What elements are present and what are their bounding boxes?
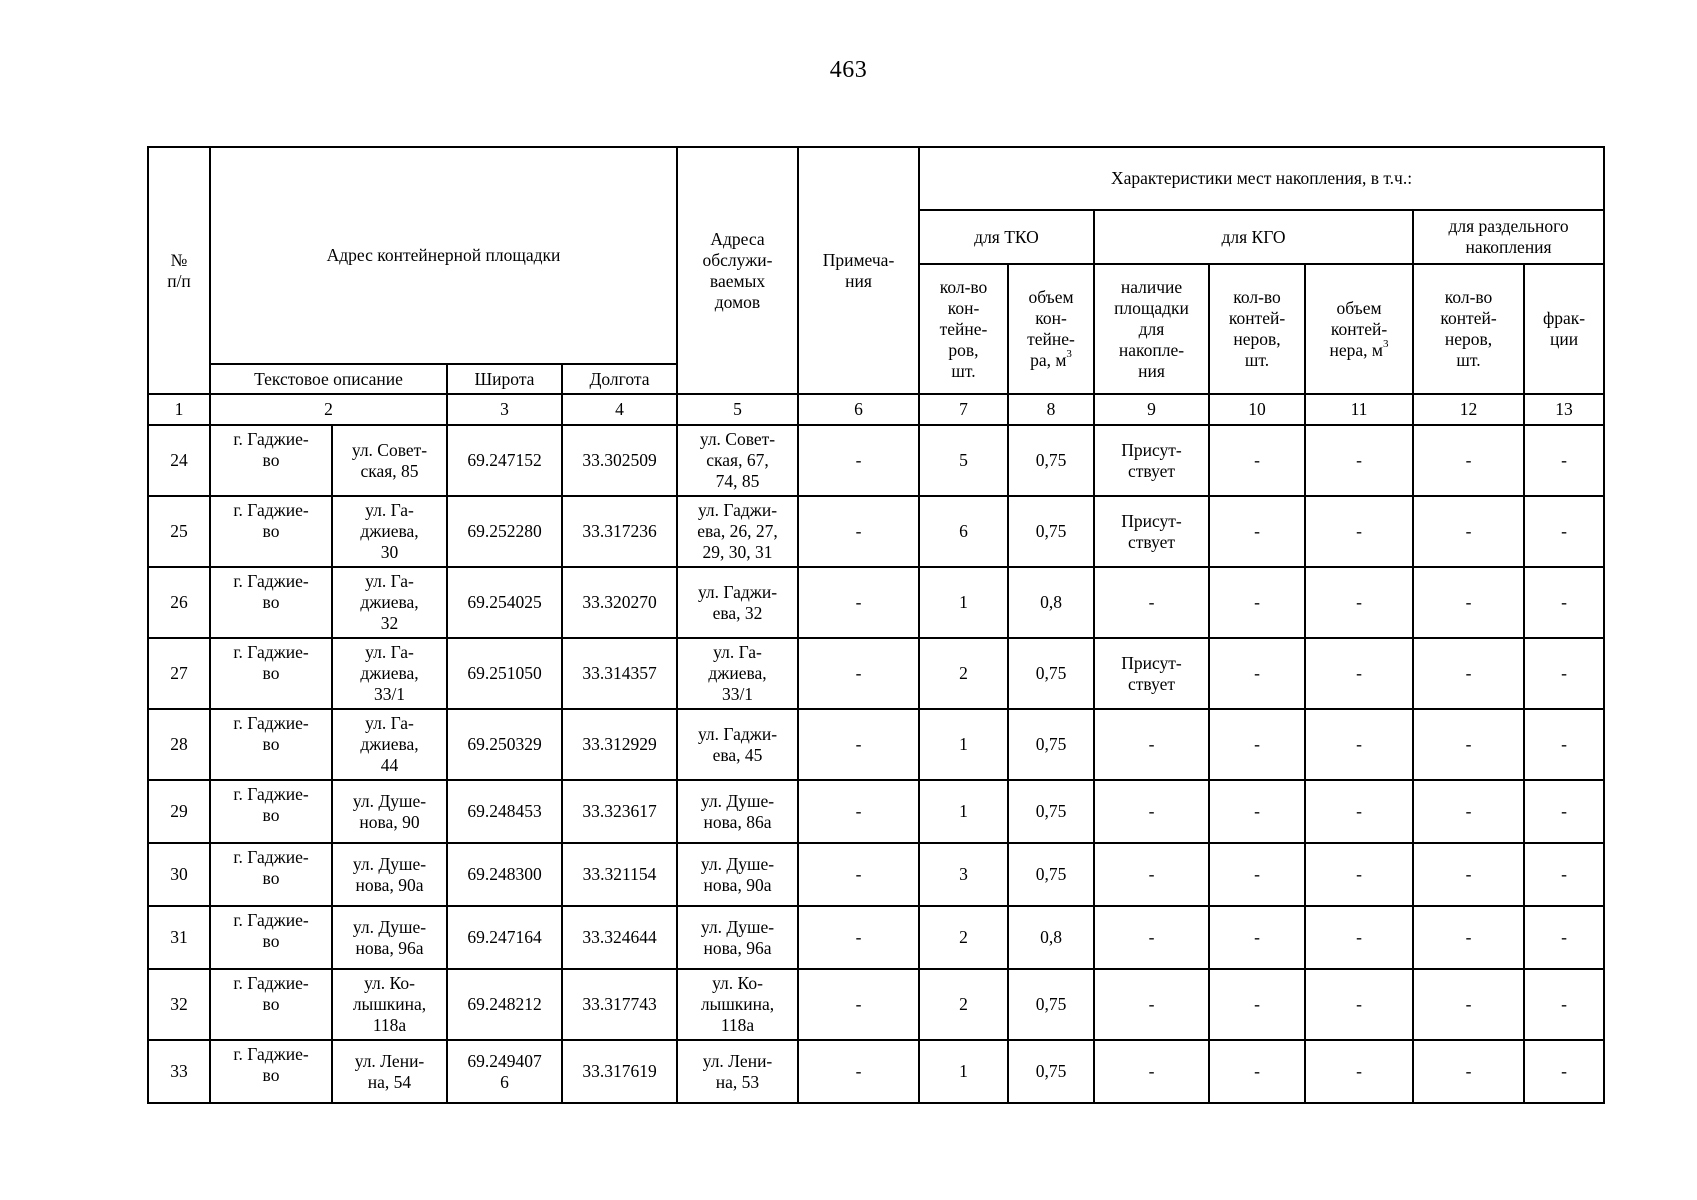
cell-served-houses: ул. Га- джиева, 33/1 bbox=[677, 638, 798, 709]
header-sep-fractions: фрак- ции bbox=[1524, 264, 1604, 394]
cell-tko-volume: 0,75 bbox=[1008, 709, 1094, 780]
cell-notes: - bbox=[798, 780, 919, 843]
cell-notes: - bbox=[798, 969, 919, 1040]
cell-kgo-count: - bbox=[1209, 969, 1305, 1040]
cell-sep-fractions: - bbox=[1524, 843, 1604, 906]
cell-tko-volume: 0,75 bbox=[1008, 425, 1094, 496]
cell-sep-count: - bbox=[1413, 843, 1524, 906]
column-number: 12 bbox=[1413, 394, 1524, 425]
cell-row-number: 29 bbox=[148, 780, 210, 843]
cell-notes: - bbox=[798, 709, 919, 780]
cell-served-houses: ул. Душе- нова, 86а bbox=[677, 780, 798, 843]
cell-sep-fractions: - bbox=[1524, 567, 1604, 638]
cell-settlement: г. Гаджие- во bbox=[210, 969, 332, 1040]
cell-kgo-volume: - bbox=[1305, 906, 1413, 969]
cell-row-number: 30 bbox=[148, 843, 210, 906]
cell-settlement: г. Гаджие- во bbox=[210, 567, 332, 638]
cell-latitude: 69.248453 bbox=[447, 780, 562, 843]
column-number: 2 bbox=[210, 394, 447, 425]
cell-sep-count: - bbox=[1413, 709, 1524, 780]
cell-notes: - bbox=[798, 843, 919, 906]
cell-kgo-site: Присут- ствует bbox=[1094, 638, 1209, 709]
column-number: 10 bbox=[1209, 394, 1305, 425]
cell-street: ул. Ко- лышкина, 118а bbox=[332, 969, 447, 1040]
cell-latitude: 69.248300 bbox=[447, 843, 562, 906]
cell-sep-fractions: - bbox=[1524, 496, 1604, 567]
cell-longitude: 33.324644 bbox=[562, 906, 677, 969]
header-address-group: Адрес контейнерной площадки bbox=[210, 147, 677, 364]
cell-tko-volume: 0,75 bbox=[1008, 969, 1094, 1040]
cell-longitude: 33.321154 bbox=[562, 843, 677, 906]
cell-latitude: 69.254025 bbox=[447, 567, 562, 638]
cell-tko-count: 1 bbox=[919, 567, 1008, 638]
cell-tko-volume: 0,8 bbox=[1008, 567, 1094, 638]
column-number: 1 bbox=[148, 394, 210, 425]
cell-kgo-volume: - bbox=[1305, 969, 1413, 1040]
cell-notes: - bbox=[798, 496, 919, 567]
cell-settlement: г. Гаджие- во bbox=[210, 638, 332, 709]
cell-row-number: 27 bbox=[148, 638, 210, 709]
cell-street: ул. Га- джиева, 30 bbox=[332, 496, 447, 567]
cell-kgo-site: - bbox=[1094, 709, 1209, 780]
cell-sep-fractions: - bbox=[1524, 425, 1604, 496]
cell-street: ул. Лени- на, 54 bbox=[332, 1040, 447, 1103]
container-sites-table bbox=[147, 146, 1605, 1104]
cell-served-houses: ул. Душе- нова, 90а bbox=[677, 843, 798, 906]
header-tko-group: для ТКО bbox=[919, 210, 1094, 264]
cell-row-number: 26 bbox=[148, 567, 210, 638]
cell-kgo-site: Присут- ствует bbox=[1094, 425, 1209, 496]
table-header bbox=[148, 147, 1604, 425]
cell-street: ул. Душе- нова, 90 bbox=[332, 780, 447, 843]
cell-settlement: г. Гаджие- во bbox=[210, 906, 332, 969]
header-sep-count: кол-во контей- неров, шт. bbox=[1413, 264, 1524, 394]
cell-tko-count: 1 bbox=[919, 709, 1008, 780]
cell-settlement: г. Гаджие- во bbox=[210, 709, 332, 780]
column-numbers-row bbox=[148, 394, 1604, 425]
cell-kgo-count: - bbox=[1209, 906, 1305, 969]
cell-sep-count: - bbox=[1413, 638, 1524, 709]
column-number: 3 bbox=[447, 394, 562, 425]
header-served-houses: Адреса обслужи- ваемых домов bbox=[677, 147, 798, 394]
cell-longitude: 33.320270 bbox=[562, 567, 677, 638]
cell-settlement: г. Гаджие- во bbox=[210, 843, 332, 906]
table-row bbox=[148, 567, 1604, 638]
header-notes: Примеча- ния bbox=[798, 147, 919, 394]
cell-kgo-volume: - bbox=[1305, 425, 1413, 496]
cell-sep-fractions: - bbox=[1524, 780, 1604, 843]
cell-latitude: 69.247164 bbox=[447, 906, 562, 969]
cell-kgo-count: - bbox=[1209, 567, 1305, 638]
cell-street: ул. Га- джиева, 32 bbox=[332, 567, 447, 638]
cell-latitude: 69.248212 bbox=[447, 969, 562, 1040]
cell-kgo-site: - bbox=[1094, 1040, 1209, 1103]
table-row bbox=[148, 780, 1604, 843]
cell-notes: - bbox=[798, 567, 919, 638]
cell-kgo-volume: - bbox=[1305, 567, 1413, 638]
cell-kgo-volume: - bbox=[1305, 1040, 1413, 1103]
cell-row-number: 24 bbox=[148, 425, 210, 496]
cell-kgo-count: - bbox=[1209, 780, 1305, 843]
cell-kgo-volume: - bbox=[1305, 496, 1413, 567]
cell-notes: - bbox=[798, 906, 919, 969]
cell-tko-volume: 0,75 bbox=[1008, 638, 1094, 709]
column-number: 13 bbox=[1524, 394, 1604, 425]
cell-served-houses: ул. Совет- ская, 67, 74, 85 bbox=[677, 425, 798, 496]
cell-kgo-count: - bbox=[1209, 425, 1305, 496]
cell-tko-volume: 0,8 bbox=[1008, 906, 1094, 969]
cell-row-number: 31 bbox=[148, 906, 210, 969]
cell-sep-count: - bbox=[1413, 906, 1524, 969]
cell-served-houses: ул. Гаджи- ева, 45 bbox=[677, 709, 798, 780]
column-number: 11 bbox=[1305, 394, 1413, 425]
table-row bbox=[148, 425, 1604, 496]
cell-sep-count: - bbox=[1413, 780, 1524, 843]
header-kgo-count: кол-во контей- неров, шт. bbox=[1209, 264, 1305, 394]
cell-served-houses: ул. Ко- лышкина, 118а bbox=[677, 969, 798, 1040]
cell-tko-volume: 0,75 bbox=[1008, 780, 1094, 843]
column-number: 7 bbox=[919, 394, 1008, 425]
cell-street: ул. Душе- нова, 90а bbox=[332, 843, 447, 906]
cell-kgo-site: Присут- ствует bbox=[1094, 496, 1209, 567]
table-row bbox=[148, 638, 1604, 709]
cell-tko-volume: 0,75 bbox=[1008, 496, 1094, 567]
cell-kgo-volume: - bbox=[1305, 709, 1413, 780]
cell-notes: - bbox=[798, 425, 919, 496]
cell-kgo-volume: - bbox=[1305, 638, 1413, 709]
cell-notes: - bbox=[798, 1040, 919, 1103]
cell-sep-count: - bbox=[1413, 425, 1524, 496]
cell-served-houses: ул. Гаджи- ева, 26, 27, 29, 30, 31 bbox=[677, 496, 798, 567]
column-number: 9 bbox=[1094, 394, 1209, 425]
cell-longitude: 33.314357 bbox=[562, 638, 677, 709]
cell-tko-count: 5 bbox=[919, 425, 1008, 496]
cell-served-houses: ул. Душе- нова, 96а bbox=[677, 906, 798, 969]
header-row-number: № п/п bbox=[148, 147, 210, 394]
cell-kgo-count: - bbox=[1209, 709, 1305, 780]
header-separate-group: для раздельного накопления bbox=[1413, 210, 1604, 264]
cell-kgo-count: - bbox=[1209, 496, 1305, 567]
table-row bbox=[148, 843, 1604, 906]
cell-kgo-site: - bbox=[1094, 843, 1209, 906]
cell-sep-count: - bbox=[1413, 1040, 1524, 1103]
cell-street: ул. Га- джиева, 33/1 bbox=[332, 638, 447, 709]
cell-tko-volume: 0,75 bbox=[1008, 843, 1094, 906]
cell-longitude: 33.312929 bbox=[562, 709, 677, 780]
cell-kgo-site: - bbox=[1094, 780, 1209, 843]
header-kgo-volume: объем контей- нера, $м^3$ bbox=[1305, 264, 1413, 394]
header-tko-volume: объем кон- тейне- ра, $м^3$ bbox=[1008, 264, 1094, 394]
column-number: 4 bbox=[562, 394, 677, 425]
cell-row-number: 32 bbox=[148, 969, 210, 1040]
cell-sep-fractions: - bbox=[1524, 638, 1604, 709]
cell-sep-count: - bbox=[1413, 969, 1524, 1040]
cell-served-houses: ул. Лени- на, 53 bbox=[677, 1040, 798, 1103]
cell-tko-count: 3 bbox=[919, 843, 1008, 906]
table-row bbox=[148, 496, 1604, 567]
cell-longitude: 33.317236 bbox=[562, 496, 677, 567]
cell-notes: - bbox=[798, 638, 919, 709]
header-kgo-site: наличие площадки для накопле- ния bbox=[1094, 264, 1209, 394]
cell-kgo-count: - bbox=[1209, 1040, 1305, 1103]
cell-kgo-site: - bbox=[1094, 567, 1209, 638]
cell-street: ул. Совет- ская, 85 bbox=[332, 425, 447, 496]
cell-settlement: г. Гаджие- во bbox=[210, 496, 332, 567]
cell-tko-count: 2 bbox=[919, 969, 1008, 1040]
cell-row-number: 28 bbox=[148, 709, 210, 780]
cell-kgo-site: - bbox=[1094, 969, 1209, 1040]
cell-kgo-count: - bbox=[1209, 843, 1305, 906]
table-row bbox=[148, 709, 1604, 780]
table-row bbox=[148, 906, 1604, 969]
header-text-description: Текстовое описание bbox=[210, 364, 447, 394]
cell-row-number: 33 bbox=[148, 1040, 210, 1103]
cell-sep-count: - bbox=[1413, 496, 1524, 567]
column-number: 5 bbox=[677, 394, 798, 425]
cell-row-number: 25 bbox=[148, 496, 210, 567]
header-kgo-group: для КГО bbox=[1094, 210, 1413, 264]
cell-kgo-volume: - bbox=[1305, 843, 1413, 906]
cell-settlement: г. Гаджие- во bbox=[210, 425, 332, 496]
cell-sep-count: - bbox=[1413, 567, 1524, 638]
header-longitude: Долгота bbox=[562, 364, 677, 394]
cell-settlement: г. Гаджие- во bbox=[210, 780, 332, 843]
cell-tko-volume: 0,75 bbox=[1008, 1040, 1094, 1103]
cell-longitude: 33.302509 bbox=[562, 425, 677, 496]
page-number: 463 bbox=[829, 57, 868, 83]
cell-sep-fractions: - bbox=[1524, 1040, 1604, 1103]
cell-sep-fractions: - bbox=[1524, 969, 1604, 1040]
cell-street: ул. Га- джиева, 44 bbox=[332, 709, 447, 780]
table-row bbox=[148, 969, 1604, 1040]
cell-sep-fractions: - bbox=[1524, 709, 1604, 780]
cell-kgo-volume: - bbox=[1305, 780, 1413, 843]
header-characteristics: Характеристики мест накопления, в т.ч.: bbox=[919, 147, 1604, 210]
cell-sep-fractions: - bbox=[1524, 906, 1604, 969]
cell-latitude: 69.249407 6 bbox=[447, 1040, 562, 1103]
cell-tko-count: 2 bbox=[919, 906, 1008, 969]
cell-kgo-count: - bbox=[1209, 638, 1305, 709]
cell-latitude: 69.247152 bbox=[447, 425, 562, 496]
header-latitude: Широта bbox=[447, 364, 562, 394]
cell-longitude: 33.323617 bbox=[562, 780, 677, 843]
cell-settlement: г. Гаджие- во bbox=[210, 1040, 332, 1103]
cell-tko-count: 1 bbox=[919, 1040, 1008, 1103]
cell-longitude: 33.317619 bbox=[562, 1040, 677, 1103]
cell-longitude: 33.317743 bbox=[562, 969, 677, 1040]
table-body bbox=[148, 425, 1604, 1103]
table-row bbox=[148, 1040, 1604, 1103]
cell-tko-count: 1 bbox=[919, 780, 1008, 843]
cell-latitude: 69.252280 bbox=[447, 496, 562, 567]
cell-latitude: 69.251050 bbox=[447, 638, 562, 709]
column-number: 6 bbox=[798, 394, 919, 425]
cell-tko-count: 6 bbox=[919, 496, 1008, 567]
cell-latitude: 69.250329 bbox=[447, 709, 562, 780]
cell-served-houses: ул. Гаджи- ева, 32 bbox=[677, 567, 798, 638]
column-number: 8 bbox=[1008, 394, 1094, 425]
cell-tko-count: 2 bbox=[919, 638, 1008, 709]
cell-street: ул. Душе- нова, 96а bbox=[332, 906, 447, 969]
cell-kgo-site: - bbox=[1094, 906, 1209, 969]
header-tko-count: кол-во кон- тейне- ров, шт. bbox=[919, 264, 1008, 394]
